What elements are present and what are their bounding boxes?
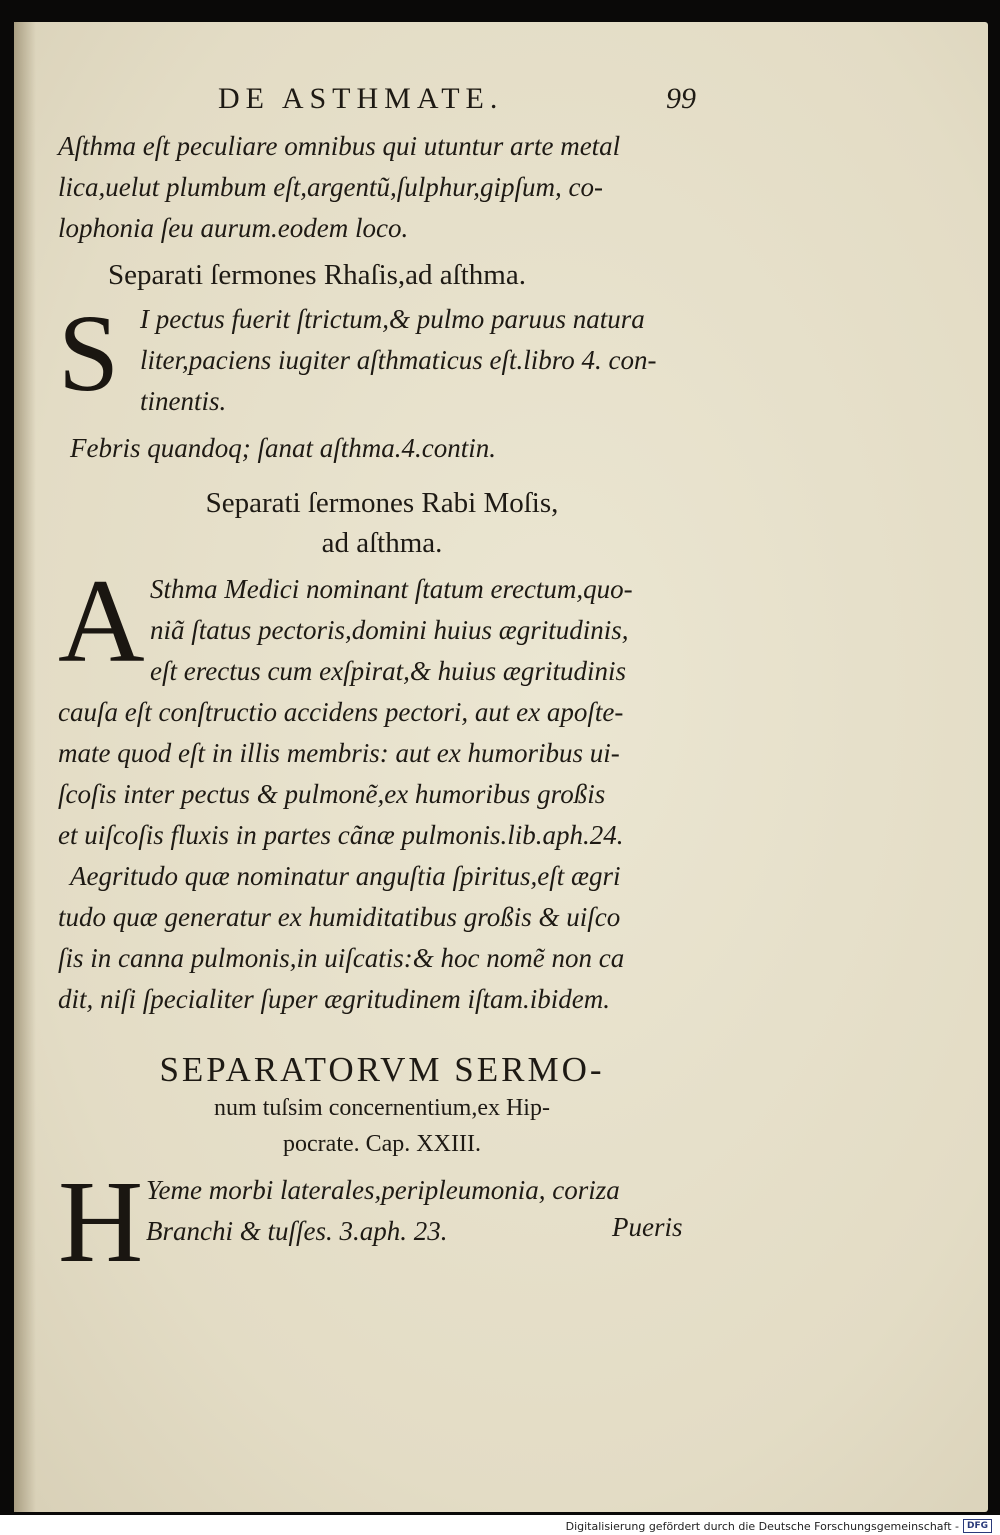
page-number: 99 (666, 82, 696, 115)
catchword: Pueris (612, 1212, 683, 1242)
page-text (58, 82, 706, 1287)
page-gutter-shadow (14, 22, 36, 1512)
text-line-febris: Febris quandoq; ſanat aſthma.4.contin. (70, 433, 496, 463)
section-heading-rhasis: Separati ſermones Rhaſis,ad aſthma. (108, 259, 526, 291)
drop-cap: A (58, 554, 145, 687)
drop-cap: H (58, 1156, 144, 1287)
chapter-heading (58, 1050, 706, 1162)
running-head: DE ASTHMATE. (218, 82, 504, 115)
paragraph-rhasis (58, 292, 706, 422)
paragraph-metals (58, 126, 706, 249)
text-line: mate quod eſt in illis membris: aut ex humoribus ui- (58, 738, 620, 768)
chapter-heading-line3: pocrate. Cap. XXIII. (283, 1131, 481, 1157)
text-line: eſt erectus cum exſpirat,& huius ægritudinis (150, 656, 626, 686)
paragraph-hippocrates (58, 1156, 706, 1287)
text-line: Sthma Medici nominant ſtatum erectum,quo- (150, 574, 633, 604)
section-heading-mosis (58, 483, 706, 563)
text-line: lica,uelut plumbum eſt,argentũ,ſulphur,gipſum, co- (58, 172, 603, 202)
paragraph-mosis (58, 554, 706, 1020)
footer-text: Digitalisierung gefördert durch die Deutsche Forschungsgemeinschaft - (565, 1519, 959, 1533)
text-line: tinentis. (140, 386, 227, 416)
heading-line: ad aſthma. (321, 527, 443, 559)
chapter-heading-line1: SEPARATORVM SERMO- (159, 1050, 605, 1089)
text-line: niã ſtatus pectoris,domini huius ægritudinis, (150, 615, 629, 645)
page-header (58, 82, 706, 126)
text-line: ſis in canna pulmonis,in uiſcatis:& hoc nomẽ non ca (58, 943, 625, 973)
text-line: et uiſcoſis fluxis in partes cãnæ pulmonis.lib.aph.24. (58, 820, 624, 850)
dfg-logo: DFG (963, 1519, 992, 1533)
text-line: Aſthma eſt peculiare omnibus qui utuntur arte metal (58, 131, 621, 161)
chapter-heading-line2: num tuſsim concernentium,ex Hip- (214, 1095, 550, 1121)
text-line: liter,paciens iugiter aſthmaticus eſt.libro 4. con- (140, 345, 657, 375)
drop-cap: S (58, 292, 120, 414)
text-line: Yeme morbi laterales,peripleumonia, coriza (146, 1175, 620, 1205)
text-line: lophonia ſeu aurum.eodem loco. (58, 213, 409, 243)
heading-line: Separati ſermones Rabi Moſis, (205, 487, 559, 519)
text-line: Aegritudo quæ nominatur anguſtia ſpiritus,eſt ægri (70, 861, 621, 891)
digitization-footer (566, 1519, 992, 1533)
text-line: Branchi & tuſſes. 3.aph. 23. (146, 1216, 448, 1246)
text-line: cauſa eſt conſtructio accidens pectori, aut ex apoſte- (58, 697, 624, 727)
text-line: tudo quæ generatur ex humiditatibus großis & uiſco (58, 902, 621, 932)
text-line: I pectus fuerit ſtrictum,& pulmo paruus natura (140, 304, 645, 334)
text-line: dit, niſi ſpecialiter ſuper ægritudinem iſtam.ibidem. (58, 984, 610, 1014)
text-line: ſcoſis inter pectus & pulmonẽ,ex humoribus großis (58, 779, 606, 809)
